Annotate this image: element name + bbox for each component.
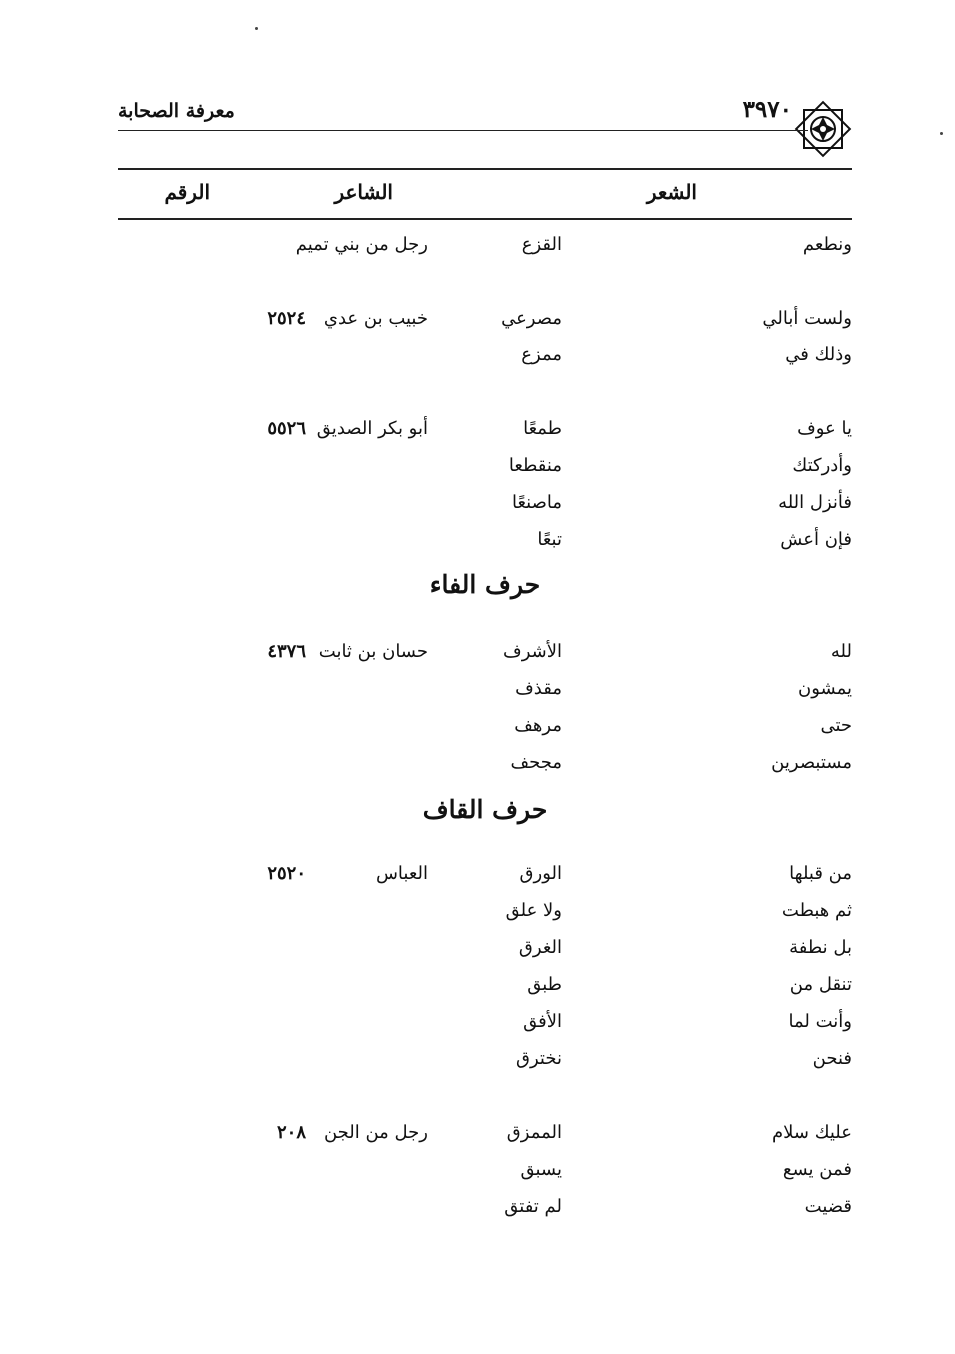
- table-row: [118, 752, 852, 782]
- header-rule: [118, 130, 808, 131]
- column-header-number: الرقم: [164, 180, 210, 204]
- reference-number: ٢٥٢٤: [267, 308, 306, 329]
- verse-rhyme: القزع: [521, 234, 562, 255]
- verse-start: وأنت لما: [788, 1011, 852, 1032]
- table-header-rule: [118, 218, 852, 220]
- table-row: [118, 641, 852, 671]
- verse-rhyme: ولا علق: [505, 900, 562, 921]
- verse-start: يمشون: [798, 678, 852, 699]
- verse-rhyme: طمعًا: [523, 418, 562, 439]
- table-row: [118, 418, 852, 448]
- section-heading-fa: حرف الفاء: [429, 570, 541, 599]
- table-row: [118, 1011, 852, 1041]
- verse-rhyme: تبعًا: [537, 529, 562, 550]
- table-row: [118, 937, 852, 967]
- poet-name: حسان بن ثابت: [318, 641, 428, 662]
- verse-rhyme: الغرق: [518, 937, 562, 958]
- table-row: [118, 529, 852, 559]
- verse-start: مستبصرين: [771, 752, 852, 773]
- verse-rhyme: ماصنعًا: [511, 492, 562, 513]
- verse-start: قضيت: [804, 1196, 852, 1217]
- scan-speck: [255, 27, 258, 30]
- table-row: [118, 1196, 852, 1226]
- verse-start: وأدركتك: [792, 455, 852, 476]
- verse-start: فنحن: [812, 1048, 852, 1069]
- verse-rhyme: منقطعا: [508, 455, 562, 476]
- verse-rhyme: لم تفتق: [504, 1196, 562, 1217]
- verse-start: عليك سلام: [772, 1122, 852, 1143]
- table-row: [118, 1122, 852, 1152]
- poet-name: العباس: [375, 863, 428, 884]
- table-row: [118, 900, 852, 930]
- table-row: [118, 863, 852, 893]
- verse-rhyme: نخترق: [516, 1048, 562, 1069]
- reference-number: ٤٣٧٦: [267, 641, 306, 662]
- verse-start: بل نطفة: [789, 937, 852, 958]
- table-row: [118, 974, 852, 1004]
- verse-start: حتى: [820, 715, 852, 736]
- verse-rhyme: مصرعي: [501, 308, 562, 329]
- table-row: [118, 1159, 852, 1189]
- verse-rhyme: مقذف: [515, 678, 562, 699]
- verse-start: فأنزل الله: [778, 492, 852, 513]
- verse-start: ولست أبالي: [762, 308, 852, 329]
- verse-rhyme: مرهف: [514, 715, 562, 736]
- reference-number: ٥٥٢٦: [267, 418, 306, 439]
- table-row: [118, 344, 852, 374]
- verse-rhyme: الورق: [519, 863, 562, 884]
- table-row: [118, 308, 852, 338]
- verse-start: فإن أعش: [780, 529, 852, 550]
- table-top-rule: [118, 168, 852, 170]
- verse-start: فمن يسع: [782, 1159, 852, 1180]
- verse-start: ثم هبطت: [781, 900, 852, 921]
- poet-name: خبيب بن عدي: [323, 308, 428, 329]
- verse-rhyme: الأشرف: [503, 641, 562, 662]
- table-row: [118, 455, 852, 485]
- verse-rhyme: يسبق: [520, 1159, 562, 1180]
- verse-start: من قبلها: [789, 863, 852, 884]
- table-row: [118, 715, 852, 745]
- reference-number: ٢٠٨: [276, 1122, 306, 1143]
- table-row: [118, 234, 852, 264]
- verse-start: تنقل من: [789, 974, 852, 995]
- running-title: معرفة الصحابة: [118, 100, 235, 122]
- verse-start: يا عوف: [797, 418, 852, 439]
- poet-name: رجل من الجن: [323, 1122, 428, 1143]
- table-row: [118, 1048, 852, 1078]
- verse-rhyme: الأفق: [523, 1011, 562, 1032]
- verse-rhyme: الممزق: [506, 1122, 562, 1143]
- scan-speck: [940, 132, 943, 135]
- octagram-ornament-icon: [792, 98, 854, 160]
- verse-rhyme: مجحف: [510, 752, 562, 773]
- verse-start: ونطعم: [802, 234, 852, 255]
- section-heading-qaf: حرف القاف: [422, 795, 548, 824]
- poet-name: رجل من بني تميم: [295, 234, 428, 255]
- verse-start: لله: [830, 641, 852, 662]
- table-row: [118, 678, 852, 708]
- verse-rhyme: ممزع: [521, 344, 562, 365]
- page-number: ٣٩٧٠: [742, 96, 792, 123]
- poet-name: أبو بكر الصديق: [316, 418, 428, 439]
- table-row: [118, 492, 852, 522]
- verse-start: وذلك في: [785, 344, 852, 365]
- column-header-verse: الشعر: [646, 180, 697, 204]
- verse-rhyme: طبق: [527, 974, 562, 995]
- reference-number: ٢٥٢٠: [267, 863, 306, 884]
- column-header-poet: الشاعر: [334, 180, 393, 204]
